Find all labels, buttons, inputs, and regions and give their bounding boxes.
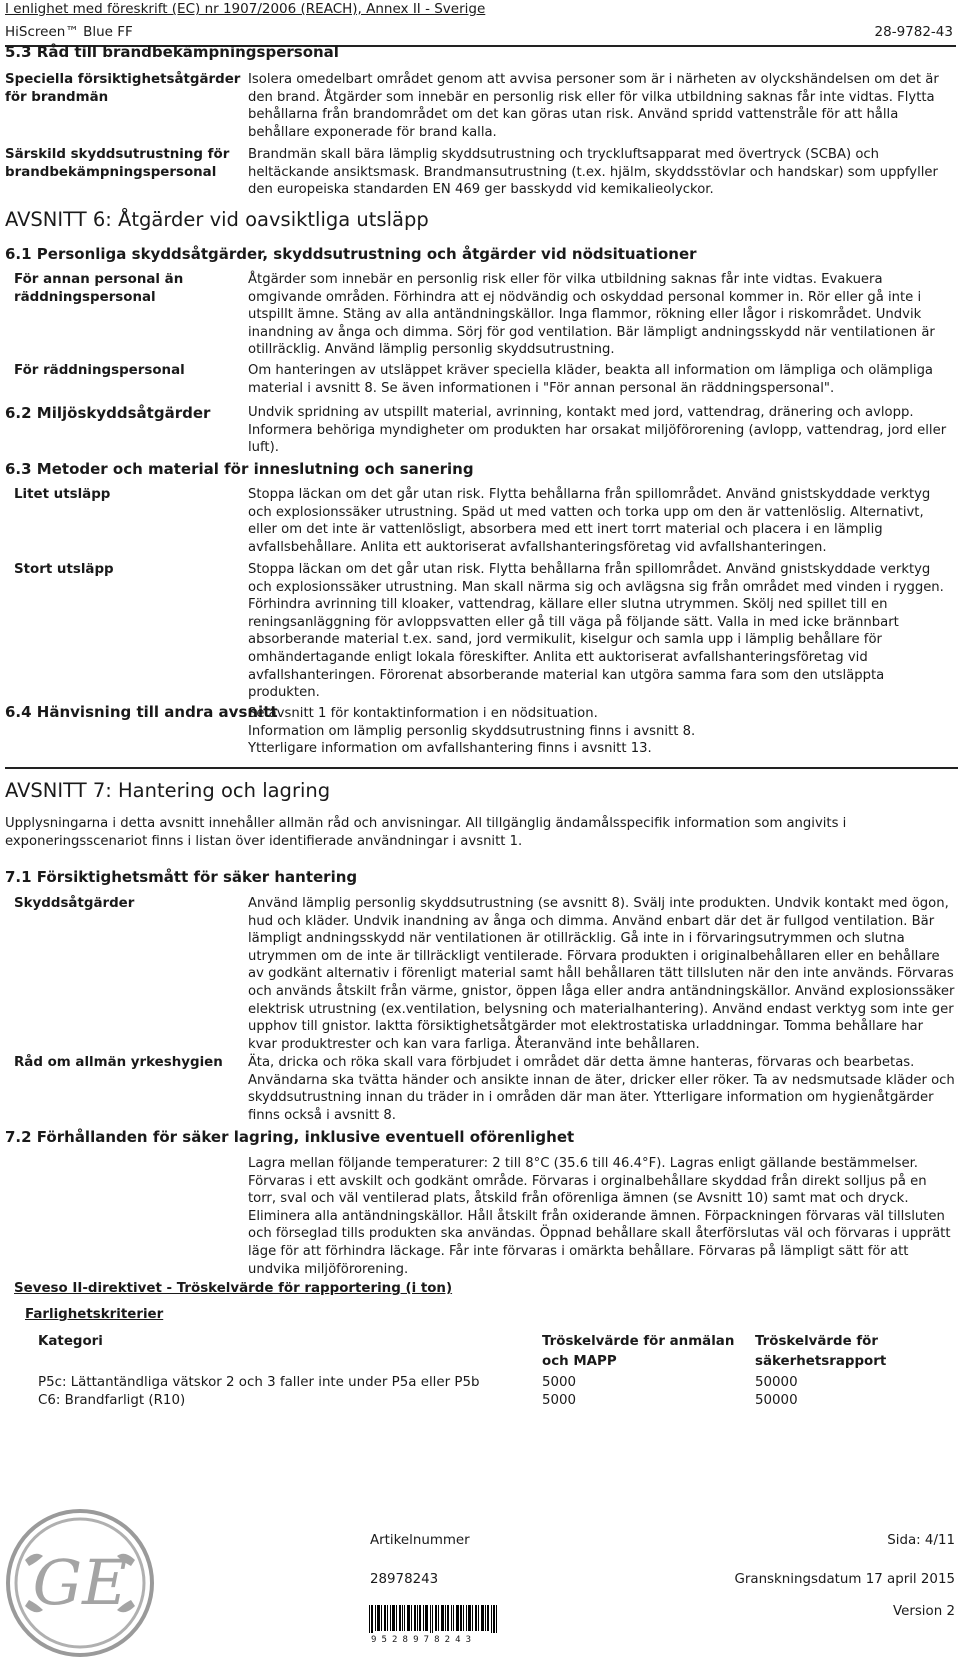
header-line: säkerhetsrapport [755, 1354, 887, 1369]
large-spill-label: Stort utsläpp [14, 562, 114, 577]
firefighter-equipment-label: Särskild skyddsutrustning för brandbekämpningspersonal [5, 147, 230, 180]
seveso-title: Seveso II-direktivet - Tröskelvärde för rapportering (i ton) [14, 1281, 453, 1296]
reference-line: Se avsnitt 1 för kontaktinformation i en nödsituation. [248, 706, 598, 721]
table-cell-safety-report: 50000 [755, 1393, 798, 1408]
table-cell-mapp: 5000 [542, 1393, 577, 1408]
version: Version 2 [892, 1604, 955, 1619]
section-7-title: AVSNITT 7: Hantering och lagring [5, 779, 331, 802]
storage-conditions-text: Lagra mellan följande temperaturer: 2 till 8°C (35.6 till 46.4°F). Lagras enligt gällande bestämmelser. Förvaras i ett avskilt och godkänt område. Förvaras i orginalbehållare skyddad från direkt solljus på en torr, sval och väl ventilerad plats, åtskild från oförenliga ämnen (se Avsnitt 10) samt mat och dryck. Eliminera alla antändningskällor. Håll åtskilt från oxiderande ämnen. Förpackningen förvaras väl tillsluten och förseglad tills produkten ska användas. Öppnad behållare skall återförslutas väl och förvaras i upprätt läge för att förhindra läckage. Får inte förvaras i omärkta behållare. Förvaras på lämpligt sätt för att undvika miljöförorening. [248, 1156, 951, 1277]
header-line: och MAPP [542, 1354, 617, 1369]
table-cell-category: C6: Brandfarligt (R10) [38, 1393, 186, 1408]
section-7-intro: Upplysningarna i detta avsnitt innehåller allmän råd och anvisningar. All tillgänglig ändamålsspecifik information som angivits i exponeringsscenariot finns i listan över identifierade användningar i avsnitt 1. [5, 816, 847, 849]
product-name: HiScreen™ Blue FF [5, 24, 133, 40]
environmental-precautions-text: Undvik spridning av utspillt material, avrinning, kontakt med jord, vattendrag, dränering och avlopp. Informera behöriga myndigheter om produkten har orsakat miljöförorening (avlopp, vattendrag, jord eller luft). [248, 405, 947, 456]
ge-logo [5, 1508, 155, 1658]
review-date: Granskningsdatum 17 april 2015 [734, 1572, 955, 1587]
table-header-notification [542, 1332, 734, 1372]
table-cell-category: P5c: Lättantändliga vätskor 2 och 3 faller inte under P5a eller P5b [38, 1375, 480, 1390]
hygiene-advice-text: Äta, dricka och röka skall vara förbjudet i området där detta ämne hanteras, förvaras och bearbetas. Användarna ska tvätta händer och ansikte innan de äter, dricker eller röker. Ta av nedsmutsade kläder och skyddsutrustning innan du träder in i områden där man äter. Ytterligare information om hygienåtgärder finns också i avsnitt 8. [248, 1055, 955, 1123]
barcode-digits: 9528978243 [371, 1635, 477, 1645]
section-divider [5, 767, 958, 769]
article-number: 28978243 [370, 1572, 439, 1587]
table-header-safety-report [755, 1332, 886, 1372]
small-spill-label: Litet utsläpp [14, 487, 111, 502]
firefighter-precautions-text: Isolera omedelbart området genom att avvisa personer som är i närheten av olyckshändelsen om det är den brand. Åtgärder som innebär en personlig risk eller för vilka utbildning saknas får inte vidtas. Flytta behållarna från brandområdet om det kan göras utan risk. Använd spridd vattenstråle för att hålla behållare exponerade för brand kalla. [248, 72, 939, 140]
barcode [369, 1605, 498, 1638]
header-line: Tröskelvärde för anmälan [542, 1334, 735, 1349]
emergency-responders-label: För räddningspersonal [14, 363, 185, 378]
protective-measures-label: Skyddsåtgärder [14, 896, 135, 911]
regulation-header: I enlighet med föreskrift (EC) nr 1907/2006 (REACH), Annex II - Sverige [5, 1, 486, 17]
table-cell-safety-report: 50000 [755, 1375, 798, 1390]
table-row [38, 1374, 480, 1392]
emergency-responders-text: Om hanteringen av utsläppet kräver speciella kläder, beakta all information om lämpliga och olämpliga material i avsnitt 8. Se även informationen i "För annan personal än räddningspersonal". [248, 363, 934, 396]
non-emergency-personnel-text: Åtgärder som innebär en personlig risk eller för vilka utbildning saknas får inte vidtas. Evakuera omgivande områden. Förhindra att ej nödvändig och oskyddad personal kommer in. Rör eller gå inte i utspillt ämne. Stäng av alla antändningskällor. Inga flammor, rökning eller lågor i riskområdet. Undvik inandning av ånga och dimma. Sörj för god ventilation. Bär lämpligt andningsskydd när ventilationen är otillräcklig. Använd lämplig personlig skyddsutrustning. [248, 272, 935, 358]
section-6-title: AVSNITT 6: Åtgärder vid oavsiktliga utsläpp [5, 208, 429, 231]
product-code: 28-9782-43 [874, 24, 953, 40]
hygiene-advice-label: Råd om allmän yrkeshygien [14, 1055, 223, 1070]
references-text [248, 705, 955, 758]
firefighter-equipment-text: Brandmän skall bära lämplig skyddsutrustning och tryckluftsapparat med övertryck (SCBA) och heltäckande ansiktsmask. Brandmansutrustning (t.ex. hjälm, skyddsstövlar och handskar) som uppfyller den europeiska standarden EN 469 ger basskydd vid kemikalieolyckor. [248, 147, 938, 198]
article-number-label: Artikelnummer [370, 1533, 470, 1548]
table-row [38, 1392, 185, 1410]
table-header-category: Kategori [38, 1334, 103, 1349]
subsection-7-2-title: 7.2 Förhållanden för säker lagring, inklusive eventuell oförenlighet [5, 1128, 575, 1146]
subsection-6-4-title: 6.4 Hänvisning till andra avsnitt [5, 703, 278, 721]
subsection-6-1-title: 6.1 Personliga skyddsåtgärder, skyddsutrustning och åtgärder vid nödsituationer [5, 245, 697, 263]
product-header [5, 24, 953, 40]
small-spill-text: Stoppa läckan om det går utan risk. Flytta behållarna från spillområdet. Använd gnistskyddade verktyg och explosionssäker utrustning. Späd ut med vatten och torka upp om den är vattenlöslig. Alternativt, eller om det inte är vattenlösligt, absorbera med ett inert torrt material och placera i en lämplig avfallsbehållare. Anlita ett auktoriserat avfallshanteringsföretag vid avfallshanteringen. [248, 487, 931, 555]
hazard-criteria-title: Farlighetskriterier [25, 1307, 164, 1322]
large-spill-text: Stoppa läckan om det går utan risk. Flytta behållarna från spillområdet. Använd gnistskyddade verktyg och explosionssäker utrustning. Man skall närma sig och avlägsna sig från området med vinden i ryggen. Förhindra avrinning till kloaker, vattendrag, källare eller slutna utrymmen. Skölj ned spillet till en reningsanläggning för avloppsvatten eller gå till väga på följande sätt. Valla in med icke brännbart absorberande material t.ex. sand, jord vermikulit, kiselgur och samla upp i lämplig behållare för omhändertagande enligt lokala föreskifter. Anlita ett auktoriserat avfallshanteringsföretag vid avfallshanteringen. Förorenat absorberande material kan utgöra samma fara som den utsläppta produkten. [248, 562, 944, 701]
subsection-7-1-title: 7.1 Försiktighetsmått för säker hantering [5, 868, 358, 886]
svg-text:GE: GE [32, 1546, 128, 1619]
table-cell-mapp: 5000 [542, 1375, 577, 1390]
non-emergency-personnel-label: För annan personal än räddningspersonal [14, 272, 184, 305]
firefighter-precautions-label: Speciella försiktighetsåtgärder för brandmän [5, 72, 241, 105]
header-line: Tröskelvärde för [755, 1334, 878, 1349]
protective-measures-text: Använd lämplig personlig skyddsutrustning (se avsnitt 8). Svälj inte produkten. Undvik kontakt med ögon, hud och kläder. Undvik inandning av ånga och dimma. Använd enbart där det är fullgod ventilation. Bär lämpligt andningsskydd när ventilationen är otillräcklig. Gå inte in i förvaringsutrymmen och slutna utrymmen om de inte är tillräckligt ventilerade. Förvara produkten i originalbehållaren eller en behållare av godkänt alternativ i förenligt material samt håll behållaren tätt tillsluten när den inte används. Förvaras och används åtskilt från värme, gnistor, öppen låga eller andra antändningskällor. Använd explosionssäker elektrisk utrustning (ex.ventilation, belysning och materialhantering). Använd endast verktyg som inte ger upphov till gnistor. Iaktta försiktighetsåtgärder mot elektrostatiska urladdningar. Tomma behållare har kvar produktrester och kan vara farliga. Återanvänd inte behållaren. [248, 896, 955, 1052]
subsection-6-3-title: 6.3 Metoder och material för inneslutning och sanering [5, 460, 474, 478]
subsection-6-2-title: 6.2 Miljöskyddsåtgärder [5, 404, 211, 422]
reference-line: Information om lämplig personlig skyddsutrustning finns i avsnitt 8. [248, 723, 696, 739]
reference-line: Ytterligare information om avfallshantering finns i avsnitt 13. [248, 741, 652, 757]
page-number: Sida: 4/11 [887, 1533, 955, 1548]
subsection-5-3-title: 5.3 Råd till brandbekämpningspersonal [5, 43, 339, 61]
